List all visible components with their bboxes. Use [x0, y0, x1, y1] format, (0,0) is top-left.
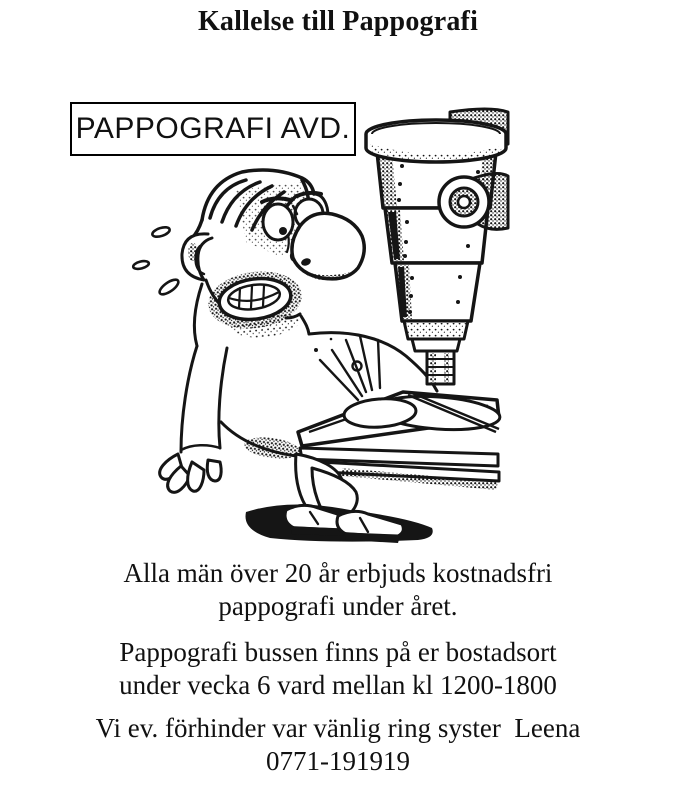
press-side-gear [439, 173, 508, 229]
schedule-line-1: Pappografi bussen finns på er bostadsort [119, 637, 557, 667]
page-title: Kallelse till Pappografi [197, 6, 479, 37]
department-label-box [70, 102, 356, 156]
man-ear [182, 234, 212, 280]
phone-number: 0771-191919 [266, 746, 410, 776]
cartoon-illustration [50, 82, 520, 544]
schedule-line-2: under vecka 6 vard mellan kl 1200-1800 [119, 670, 557, 700]
belly-squeeze-lines [320, 336, 380, 400]
offer-paragraph [0, 557, 676, 623]
press-top-disc [366, 120, 506, 162]
schedule-paragraph [0, 636, 676, 702]
sweat-drops-icon [132, 225, 180, 297]
man-hand [160, 454, 221, 492]
man-arm [181, 346, 227, 452]
man-nose [292, 213, 364, 280]
contact-paragraph [0, 712, 676, 778]
department-label: PAPPOGRAFI AVD. [75, 112, 351, 145]
press-nozzle [427, 351, 454, 384]
offer-line-1: Alla män över 20 år erbjuds kostnadsfri [123, 558, 553, 588]
offer-line-2: pappografi under året. [218, 591, 458, 621]
contact-line: Vi ev. förhinder var vänlig ring syster Leena [95, 713, 581, 743]
